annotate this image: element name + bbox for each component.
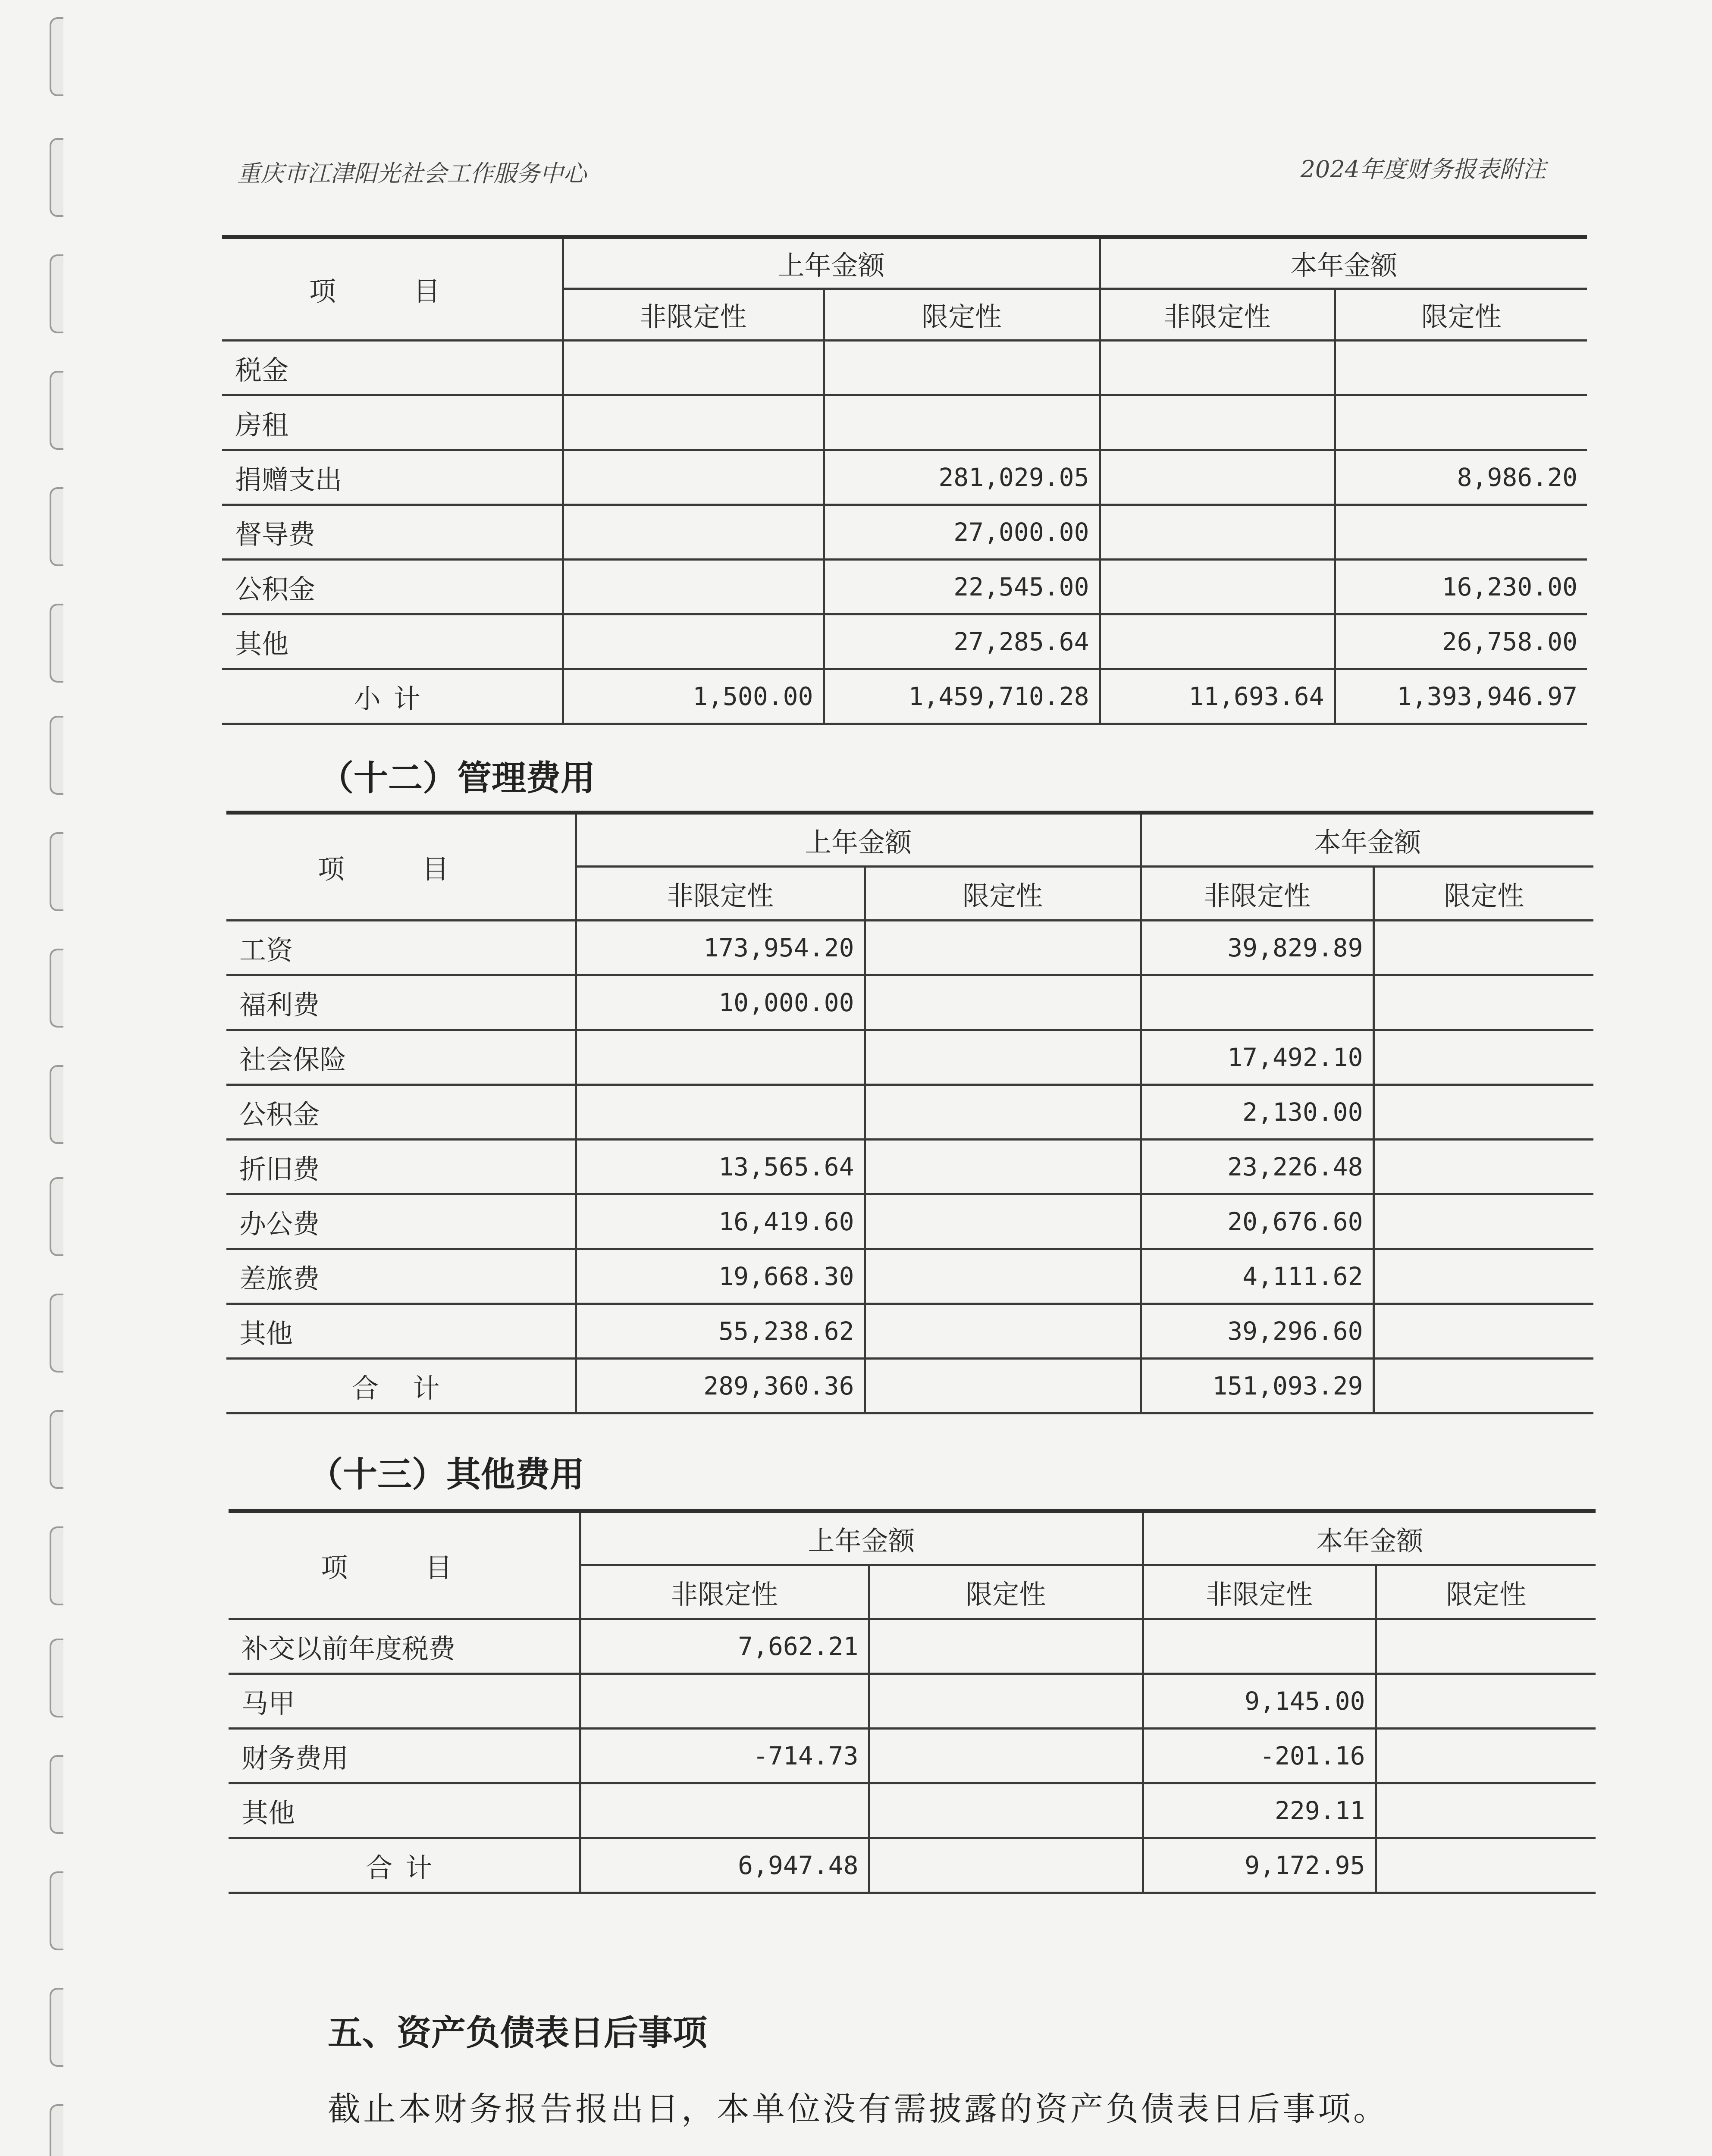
curr-restricted-cell — [1373, 921, 1593, 975]
prev-unrestricted-cell — [576, 1085, 865, 1140]
table-header-row — [229, 1511, 1596, 1565]
binding-holes — [41, 0, 71, 2156]
table-row — [229, 1619, 1596, 1674]
column-header-curr-restricted: 限定性 — [1335, 289, 1587, 341]
binding-ring — [50, 487, 63, 566]
table-row — [226, 1030, 1593, 1085]
table-row — [226, 1249, 1593, 1304]
prev-restricted-cell: 27,000.00 — [824, 505, 1100, 560]
prev-unrestricted-cell: 55,238.62 — [576, 1304, 865, 1359]
column-header-prev-unrestricted: 非限定性 — [580, 1565, 869, 1619]
binding-ring — [50, 949, 63, 1028]
column-header-prev-restricted: 限定性 — [869, 1565, 1143, 1619]
curr-restricted-cell — [1373, 1140, 1593, 1194]
curr-restricted-cell — [1335, 505, 1587, 560]
table-row — [226, 1140, 1593, 1194]
curr-restricted-cell — [1373, 1304, 1593, 1359]
column-header-curr-year: 本年金额 — [1100, 237, 1587, 289]
curr-unrestricted-cell: -201.16 — [1143, 1729, 1376, 1783]
expense-table-continued — [222, 235, 1587, 725]
binding-ring — [50, 371, 63, 450]
curr-restricted-cell: 26,758.00 — [1335, 614, 1587, 669]
curr-unrestricted-cell — [1100, 560, 1335, 614]
row-label: 公积金 — [222, 560, 563, 614]
curr-unrestricted-cell: 20,676.60 — [1141, 1194, 1373, 1249]
prev-restricted-cell — [865, 975, 1141, 1030]
binding-ring — [50, 832, 63, 911]
curr-restricted-cell — [1335, 395, 1587, 450]
prev-unrestricted-cell: -714.73 — [580, 1729, 869, 1783]
curr-restricted-cell — [1376, 1729, 1596, 1783]
header-org-name: 重庆市江津阳光社会工作服务中心 — [237, 160, 586, 187]
row-label: 折旧费 — [226, 1140, 576, 1194]
curr-restricted-cell — [1373, 1359, 1593, 1413]
binding-ring — [50, 138, 63, 217]
prev-unrestricted-cell — [563, 560, 824, 614]
curr-unrestricted-cell — [1100, 341, 1335, 395]
prev-restricted-cell — [865, 1085, 1141, 1140]
binding-ring — [50, 254, 63, 333]
binding-ring — [50, 1526, 63, 1605]
binding-ring — [50, 604, 63, 683]
row-label: 合 计 — [226, 1359, 576, 1413]
column-header-curr-restricted: 限定性 — [1376, 1565, 1596, 1619]
prev-unrestricted-cell: 6,947.48 — [580, 1838, 869, 1893]
prev-unrestricted-cell: 173,954.20 — [576, 921, 865, 975]
row-label: 福利费 — [226, 975, 576, 1030]
column-header-prev-restricted: 限定性 — [865, 867, 1141, 921]
curr-unrestricted-cell: 17,492.10 — [1141, 1030, 1373, 1085]
curr-unrestricted-cell: 9,145.00 — [1143, 1674, 1376, 1729]
binding-ring — [50, 1177, 63, 1256]
management-expense-table — [226, 811, 1593, 1414]
prev-unrestricted-cell: 1,500.00 — [563, 669, 824, 724]
table-header-row — [226, 813, 1593, 867]
curr-unrestricted-cell — [1100, 395, 1335, 450]
row-label: 房租 — [222, 395, 563, 450]
table-row — [222, 395, 1587, 450]
prev-unrestricted-cell: 10,000.00 — [576, 975, 865, 1030]
prev-unrestricted-cell: 19,668.30 — [576, 1249, 865, 1304]
row-label: 社会保险 — [226, 1030, 576, 1085]
table-row — [222, 669, 1587, 724]
column-header-prev-unrestricted: 非限定性 — [576, 867, 865, 921]
curr-restricted-cell — [1376, 1783, 1596, 1838]
section-12-title: （十二）管理费用 — [319, 758, 595, 798]
column-header-curr-unrestricted: 非限定性 — [1141, 867, 1373, 921]
table-row — [226, 975, 1593, 1030]
curr-restricted-cell: 16,230.00 — [1335, 560, 1587, 614]
row-label: 其他 — [226, 1304, 576, 1359]
prev-restricted-cell — [865, 1304, 1141, 1359]
column-header-item: 项 目 — [222, 237, 563, 341]
prev-restricted-cell — [824, 341, 1100, 395]
prev-restricted-cell — [865, 1194, 1141, 1249]
binding-ring — [50, 1639, 63, 1717]
binding-ring — [50, 2104, 63, 2156]
prev-restricted-cell — [865, 1030, 1141, 1085]
prev-restricted-cell: 22,545.00 — [824, 560, 1100, 614]
prev-restricted-cell — [865, 1249, 1141, 1304]
prev-restricted-cell — [869, 1674, 1143, 1729]
curr-restricted-cell — [1373, 1194, 1593, 1249]
prev-restricted-cell — [865, 921, 1141, 975]
prev-unrestricted-cell — [563, 395, 824, 450]
row-label: 财务费用 — [229, 1729, 580, 1783]
curr-restricted-cell — [1373, 1085, 1593, 1140]
curr-restricted-cell — [1373, 1249, 1593, 1304]
curr-restricted-cell — [1373, 975, 1593, 1030]
column-header-curr-year: 本年金额 — [1143, 1511, 1596, 1565]
column-header-curr-unrestricted: 非限定性 — [1143, 1565, 1376, 1619]
curr-unrestricted-cell: 229.11 — [1143, 1783, 1376, 1838]
curr-unrestricted-cell: 39,296.60 — [1141, 1304, 1373, 1359]
column-header-prev-year: 上年金额 — [580, 1511, 1143, 1565]
prev-unrestricted-cell — [563, 341, 824, 395]
row-label: 补交以前年度税费 — [229, 1619, 580, 1674]
curr-unrestricted-cell: 23,226.48 — [1141, 1140, 1373, 1194]
prev-unrestricted-cell: 13,565.64 — [576, 1140, 865, 1194]
row-label: 其他 — [222, 614, 563, 669]
header-doc-title: 2024年度财务报表附注 — [1300, 156, 1546, 183]
curr-unrestricted-cell — [1100, 505, 1335, 560]
table-row — [229, 1729, 1596, 1783]
binding-ring — [50, 17, 63, 96]
other-expense-table — [229, 1509, 1596, 1894]
prev-unrestricted-cell: 7,662.21 — [580, 1619, 869, 1674]
table-row — [229, 1674, 1596, 1729]
curr-restricted-cell: 1,393,946.97 — [1335, 669, 1587, 724]
row-label: 税金 — [222, 341, 563, 395]
row-label: 公积金 — [226, 1085, 576, 1140]
column-header-prev-restricted: 限定性 — [824, 289, 1100, 341]
table-row — [229, 1838, 1596, 1893]
row-label: 马甲 — [229, 1674, 580, 1729]
curr-restricted-cell — [1376, 1838, 1596, 1893]
curr-unrestricted-cell: 2,130.00 — [1141, 1085, 1373, 1140]
prev-restricted-cell: 281,029.05 — [824, 450, 1100, 505]
column-header-curr-restricted: 限定性 — [1373, 867, 1593, 921]
column-header-item: 项 目 — [229, 1511, 580, 1619]
column-header-prev-year: 上年金额 — [576, 813, 1141, 867]
row-label: 其他 — [229, 1783, 580, 1838]
row-label: 捐赠支出 — [222, 450, 563, 505]
curr-restricted-cell: 8,986.20 — [1335, 450, 1587, 505]
prev-unrestricted-cell — [563, 505, 824, 560]
row-label: 工资 — [226, 921, 576, 975]
table-row — [226, 1194, 1593, 1249]
binding-ring — [50, 1065, 63, 1144]
column-header-curr-unrestricted: 非限定性 — [1100, 289, 1335, 341]
prev-restricted-cell — [865, 1359, 1141, 1413]
prev-restricted-cell: 27,285.64 — [824, 614, 1100, 669]
prev-unrestricted-cell — [563, 450, 824, 505]
prev-restricted-cell — [865, 1140, 1141, 1194]
row-label: 办公费 — [226, 1194, 576, 1249]
column-header-item: 项 目 — [226, 813, 576, 921]
curr-restricted-cell — [1376, 1674, 1596, 1729]
prev-unrestricted-cell — [563, 614, 824, 669]
table-row — [222, 614, 1587, 669]
binding-ring — [50, 1988, 63, 2067]
column-header-prev-unrestricted: 非限定性 — [563, 289, 824, 341]
table-header-row — [222, 237, 1587, 289]
table-row — [229, 1783, 1596, 1838]
curr-unrestricted-cell — [1141, 975, 1373, 1030]
curr-unrestricted-cell — [1143, 1619, 1376, 1674]
binding-ring — [50, 1294, 63, 1373]
curr-unrestricted-cell: 9,172.95 — [1143, 1838, 1376, 1893]
table-row — [226, 1304, 1593, 1359]
curr-restricted-cell — [1376, 1619, 1596, 1674]
table-row — [226, 921, 1593, 975]
column-header-curr-year: 本年金额 — [1141, 813, 1593, 867]
prev-restricted-cell — [869, 1619, 1143, 1674]
curr-unrestricted-cell: 11,693.64 — [1100, 669, 1335, 724]
curr-restricted-cell — [1373, 1030, 1593, 1085]
prev-restricted-cell — [824, 395, 1100, 450]
prev-restricted-cell — [869, 1729, 1143, 1783]
curr-unrestricted-cell: 39,829.89 — [1141, 921, 1373, 975]
binding-ring — [50, 1871, 63, 1950]
prev-unrestricted-cell — [580, 1783, 869, 1838]
row-label: 合计 — [229, 1838, 580, 1893]
table-row — [222, 505, 1587, 560]
prev-restricted-cell: 1,459,710.28 — [824, 669, 1100, 724]
curr-restricted-cell — [1335, 341, 1587, 395]
table-row — [226, 1359, 1593, 1413]
row-label: 督导费 — [222, 505, 563, 560]
prev-unrestricted-cell — [580, 1674, 869, 1729]
curr-unrestricted-cell — [1100, 450, 1335, 505]
binding-ring — [50, 1755, 63, 1834]
prev-unrestricted-cell: 16,419.60 — [576, 1194, 865, 1249]
row-label: 小计 — [222, 669, 563, 724]
prev-unrestricted-cell: 289,360.36 — [576, 1359, 865, 1413]
curr-unrestricted-cell: 4,111.62 — [1141, 1249, 1373, 1304]
prev-unrestricted-cell — [576, 1030, 865, 1085]
section-5-title: 五、资产负债表日后事项 — [328, 2012, 707, 2053]
section-13-title: （十三）其他费用 — [308, 1454, 584, 1495]
prev-restricted-cell — [869, 1783, 1143, 1838]
binding-ring — [50, 1410, 63, 1489]
section-5-text: 截止本财务报告报出日，本单位没有需披露的资产负债表日后事项。 — [328, 2090, 1389, 2128]
curr-unrestricted-cell: 151,093.29 — [1141, 1359, 1373, 1413]
table-row — [222, 341, 1587, 395]
curr-unrestricted-cell — [1100, 614, 1335, 669]
prev-restricted-cell — [869, 1838, 1143, 1893]
binding-ring — [50, 716, 63, 795]
table-row — [222, 450, 1587, 505]
row-label: 差旅费 — [226, 1249, 576, 1304]
table-row — [222, 560, 1587, 614]
column-header-prev-year: 上年金额 — [563, 237, 1100, 289]
table-row — [226, 1085, 1593, 1140]
